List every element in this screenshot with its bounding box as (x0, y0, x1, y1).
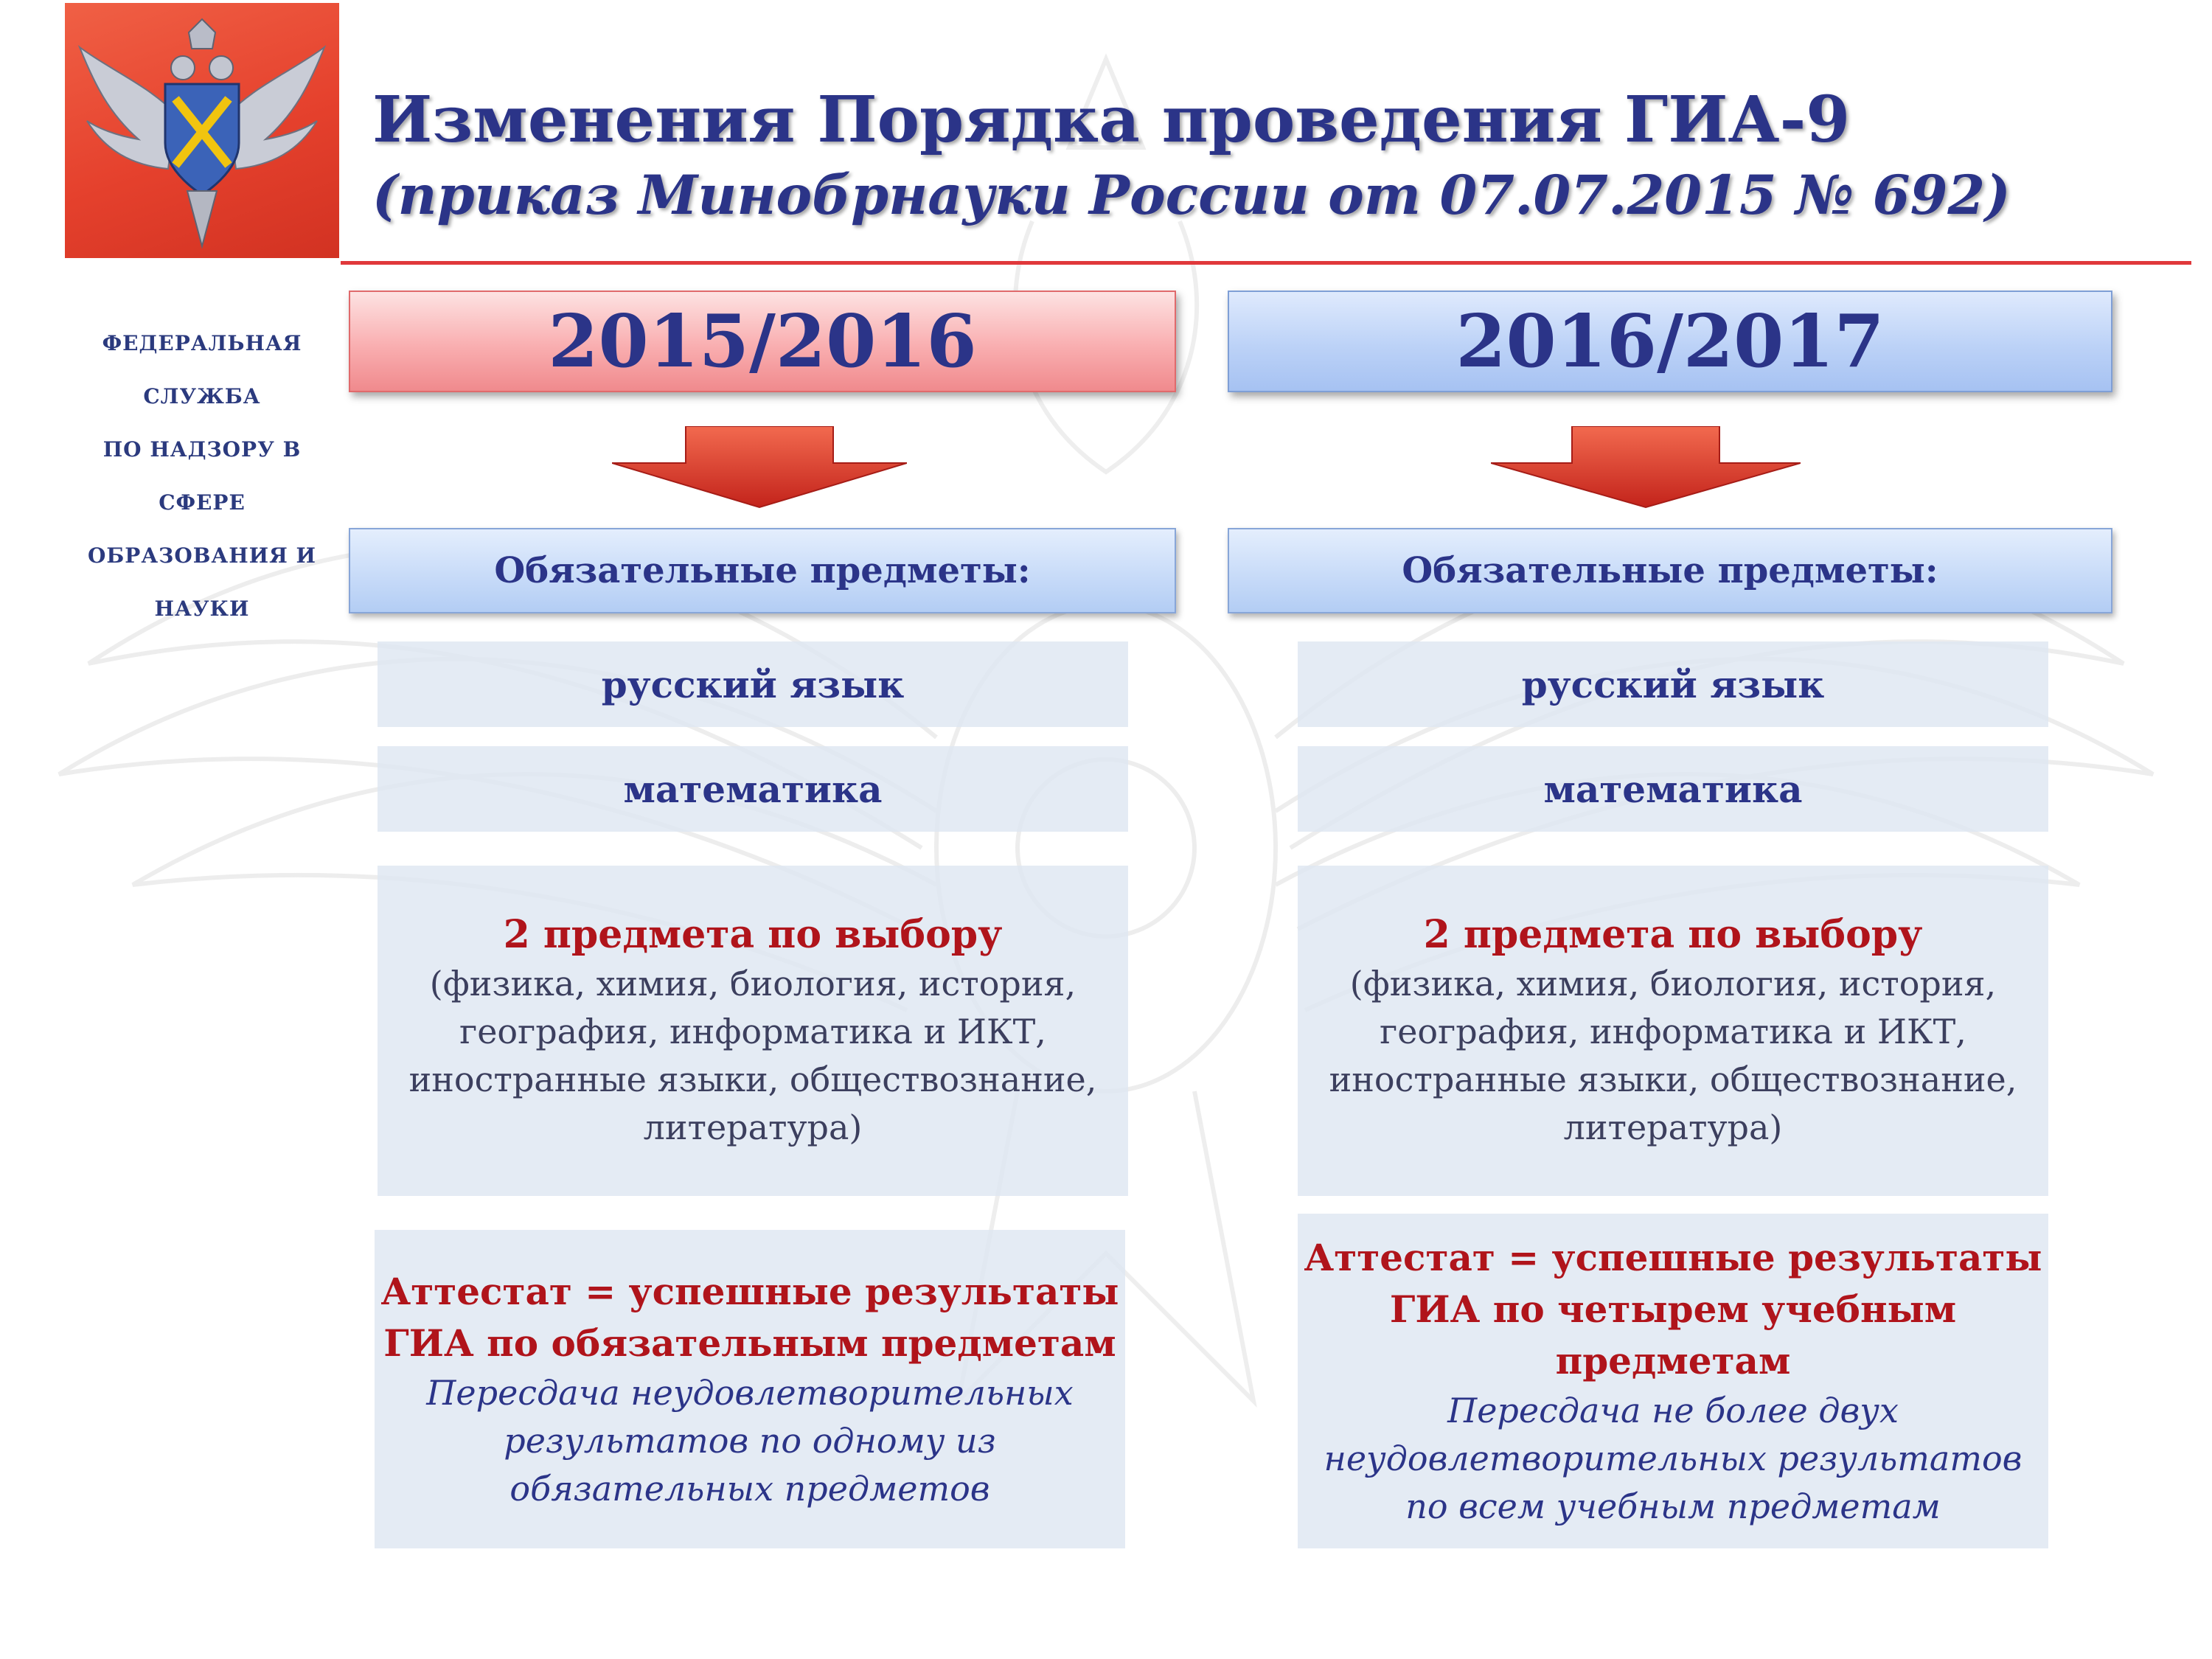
agency-line: ПО НАДЗОРУ В СФЕРЕ (102, 437, 302, 515)
agency-name (65, 317, 339, 636)
year-header-2016-2017: 2016/2017 (1228, 291, 2112, 392)
subject-label: математика (1543, 767, 1803, 811)
elective-line: (физика, химия, биология, история, (429, 964, 1077, 1004)
elective-line: литература) (1563, 1107, 1783, 1147)
subject-cell (1298, 641, 2048, 727)
elective-title: 2 предмета по выбору (1423, 912, 1923, 957)
retake-line: обязательных предметов (509, 1468, 990, 1509)
subject-label: математика (623, 767, 883, 811)
agency-logo (65, 3, 339, 258)
elective-subjects-cell (1298, 866, 2048, 1196)
certificate-title-line: предметам (1555, 1338, 1791, 1382)
retake-line: неудовлетворительных результатов (1324, 1438, 2023, 1478)
elective-line: география, информатика и ИКТ, (1380, 1012, 1966, 1051)
subject-label: русский язык (601, 662, 905, 706)
required-subjects-header: Обязательные предметы: (349, 528, 1176, 613)
retake-line: Пересдача неудовлетворительных (426, 1372, 1074, 1413)
elective-line: география, информатика и ИКТ, (459, 1012, 1046, 1051)
elective-line: (физика, химия, биология, история, (1349, 964, 1997, 1004)
certificate-title-line: ГИА по четырем учебным (1389, 1287, 1957, 1331)
agency-line: ФЕДЕРАЛЬНАЯ СЛУЖБА (102, 331, 302, 408)
elective-line: литература) (643, 1107, 863, 1147)
elective-subjects-cell (378, 866, 1128, 1196)
subject-cell (378, 641, 1128, 727)
arrow-down-icon (612, 426, 907, 509)
required-subjects-header: Обязательные предметы: (1228, 528, 2112, 613)
elective-title: 2 предмета по выбору (503, 912, 1003, 957)
retake-line: по всем учебным предметам (1405, 1486, 1941, 1526)
certificate-cell (375, 1230, 1125, 1548)
page-title: Изменения Порядка проведения ГИА-9 (372, 83, 1851, 157)
agency-line: ОБРАЗОВАНИЯ И НАУКИ (87, 543, 317, 621)
certificate-cell (1298, 1214, 2048, 1548)
certificate-title-line: ГИА по обязательным предметам (383, 1321, 1116, 1365)
eagle-emblem-icon (65, 3, 339, 258)
elective-line: иностранные языки, обществознание, (1329, 1060, 2017, 1099)
arrow-down-icon (1491, 426, 1801, 509)
retake-line: результатов по одному из (504, 1420, 996, 1461)
year-header-2015-2016: 2015/2016 (349, 291, 1176, 392)
subject-cell (378, 746, 1128, 832)
elective-line: иностранные языки, обществознание, (408, 1060, 1097, 1099)
page-subtitle: (приказ Минобрнауки России от 07.07.2015 № 692) (372, 164, 2011, 227)
certificate-title-line: Аттестат = успешные результаты (380, 1269, 1119, 1313)
certificate-title-line: Аттестат = успешные результаты (1304, 1235, 2042, 1279)
retake-line: Пересдача не более двух (1447, 1390, 1899, 1430)
subject-label: русский язык (1521, 662, 1825, 706)
header-divider (341, 261, 2191, 265)
subject-cell (1298, 746, 2048, 832)
